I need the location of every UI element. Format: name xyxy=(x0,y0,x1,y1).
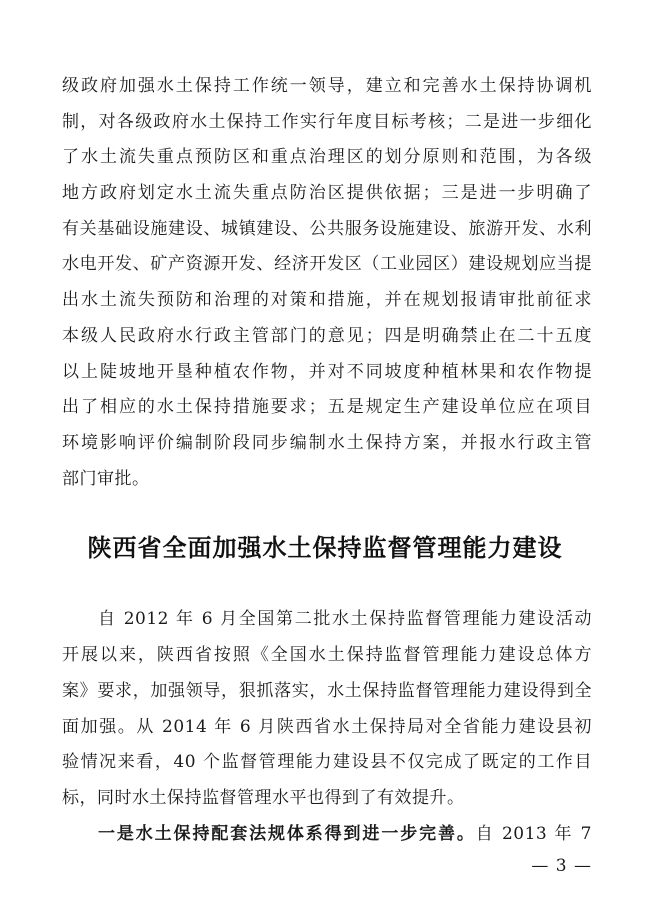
paragraph-1-line: 制，对各级政府水土保持工作实行年度目标考核；二是进一步细化 xyxy=(62,112,592,132)
paragraph-3-lead: 一是水土保持配套法规体系得到进一步完善。 xyxy=(98,824,476,844)
paragraph-1-line: 地方政府划定水土流失重点防治区提供依据；三是进一步明确了 xyxy=(62,183,592,203)
paragraph-1-line: 本级人民政府水行政主管部门的意见；四是明确禁止在二十五度 xyxy=(62,326,592,346)
paragraph-1-line: 有关基础设施建设、城镇建设、公共服务设施建设、旅游开发、水利 xyxy=(62,219,592,239)
paragraph-3-line xyxy=(98,823,592,845)
paragraph-1-line: 出了相应的水土保持措施要求；五是规定生产建设单位应在项目 xyxy=(62,397,592,417)
page-number: — 3 — xyxy=(531,856,592,876)
paragraph-2-line: 自 2012 年 6 月全国第二批水土保持监督管理能力建设活动 xyxy=(98,609,592,629)
paragraph-1-line: 水电开发、矿产资源开发、经济开发区（工业园区）建设规划应当提 xyxy=(62,254,592,274)
paragraph-2-line: 验情况来看，40 个监督管理能力建设县不仅完成了既定的工作目 xyxy=(62,752,592,772)
paragraph-1-line: 以上陡坡地开垦种植农作物，并对不同坡度种植林果和农作物提 xyxy=(62,362,592,382)
paragraph-1-line: 环境影响评价编制阶段同步编制水土保持方案，并报水行政主管 xyxy=(62,433,592,453)
section-heading: 陕西省全面加强水土保持监督管理能力建设 xyxy=(87,534,563,562)
paragraph-3-tail: 自 2013 年 7 xyxy=(475,824,592,844)
paragraph-2-line: 开展以来，陕西省按照《全国水土保持监督管理能力建设总体方 xyxy=(62,645,592,665)
paragraph-1-line: 了水土流失重点预防区和重点治理区的划分原则和范围，为各级 xyxy=(62,147,592,167)
paragraph-1-line: 级政府加强水土保持工作统一领导，建立和完善水土保持协调机 xyxy=(62,76,592,96)
paragraph-2-line: 标，同时水土保持监督管理水平也得到了有效提升。 xyxy=(62,788,465,808)
paragraph-1-line: 出水土流失预防和治理的对策和措施，并在规划报请审批前征求 xyxy=(62,290,592,310)
paragraph-2-line: 案》要求，加强领导，狠抓落实，水土保持监督管理能力建设得到全 xyxy=(62,681,592,701)
paragraph-1-line: 部门审批。 xyxy=(62,469,150,489)
paragraph-2-line: 面加强。从 2014 年 6 月陕西省水土保持局对全省能力建设县初 xyxy=(62,717,592,737)
